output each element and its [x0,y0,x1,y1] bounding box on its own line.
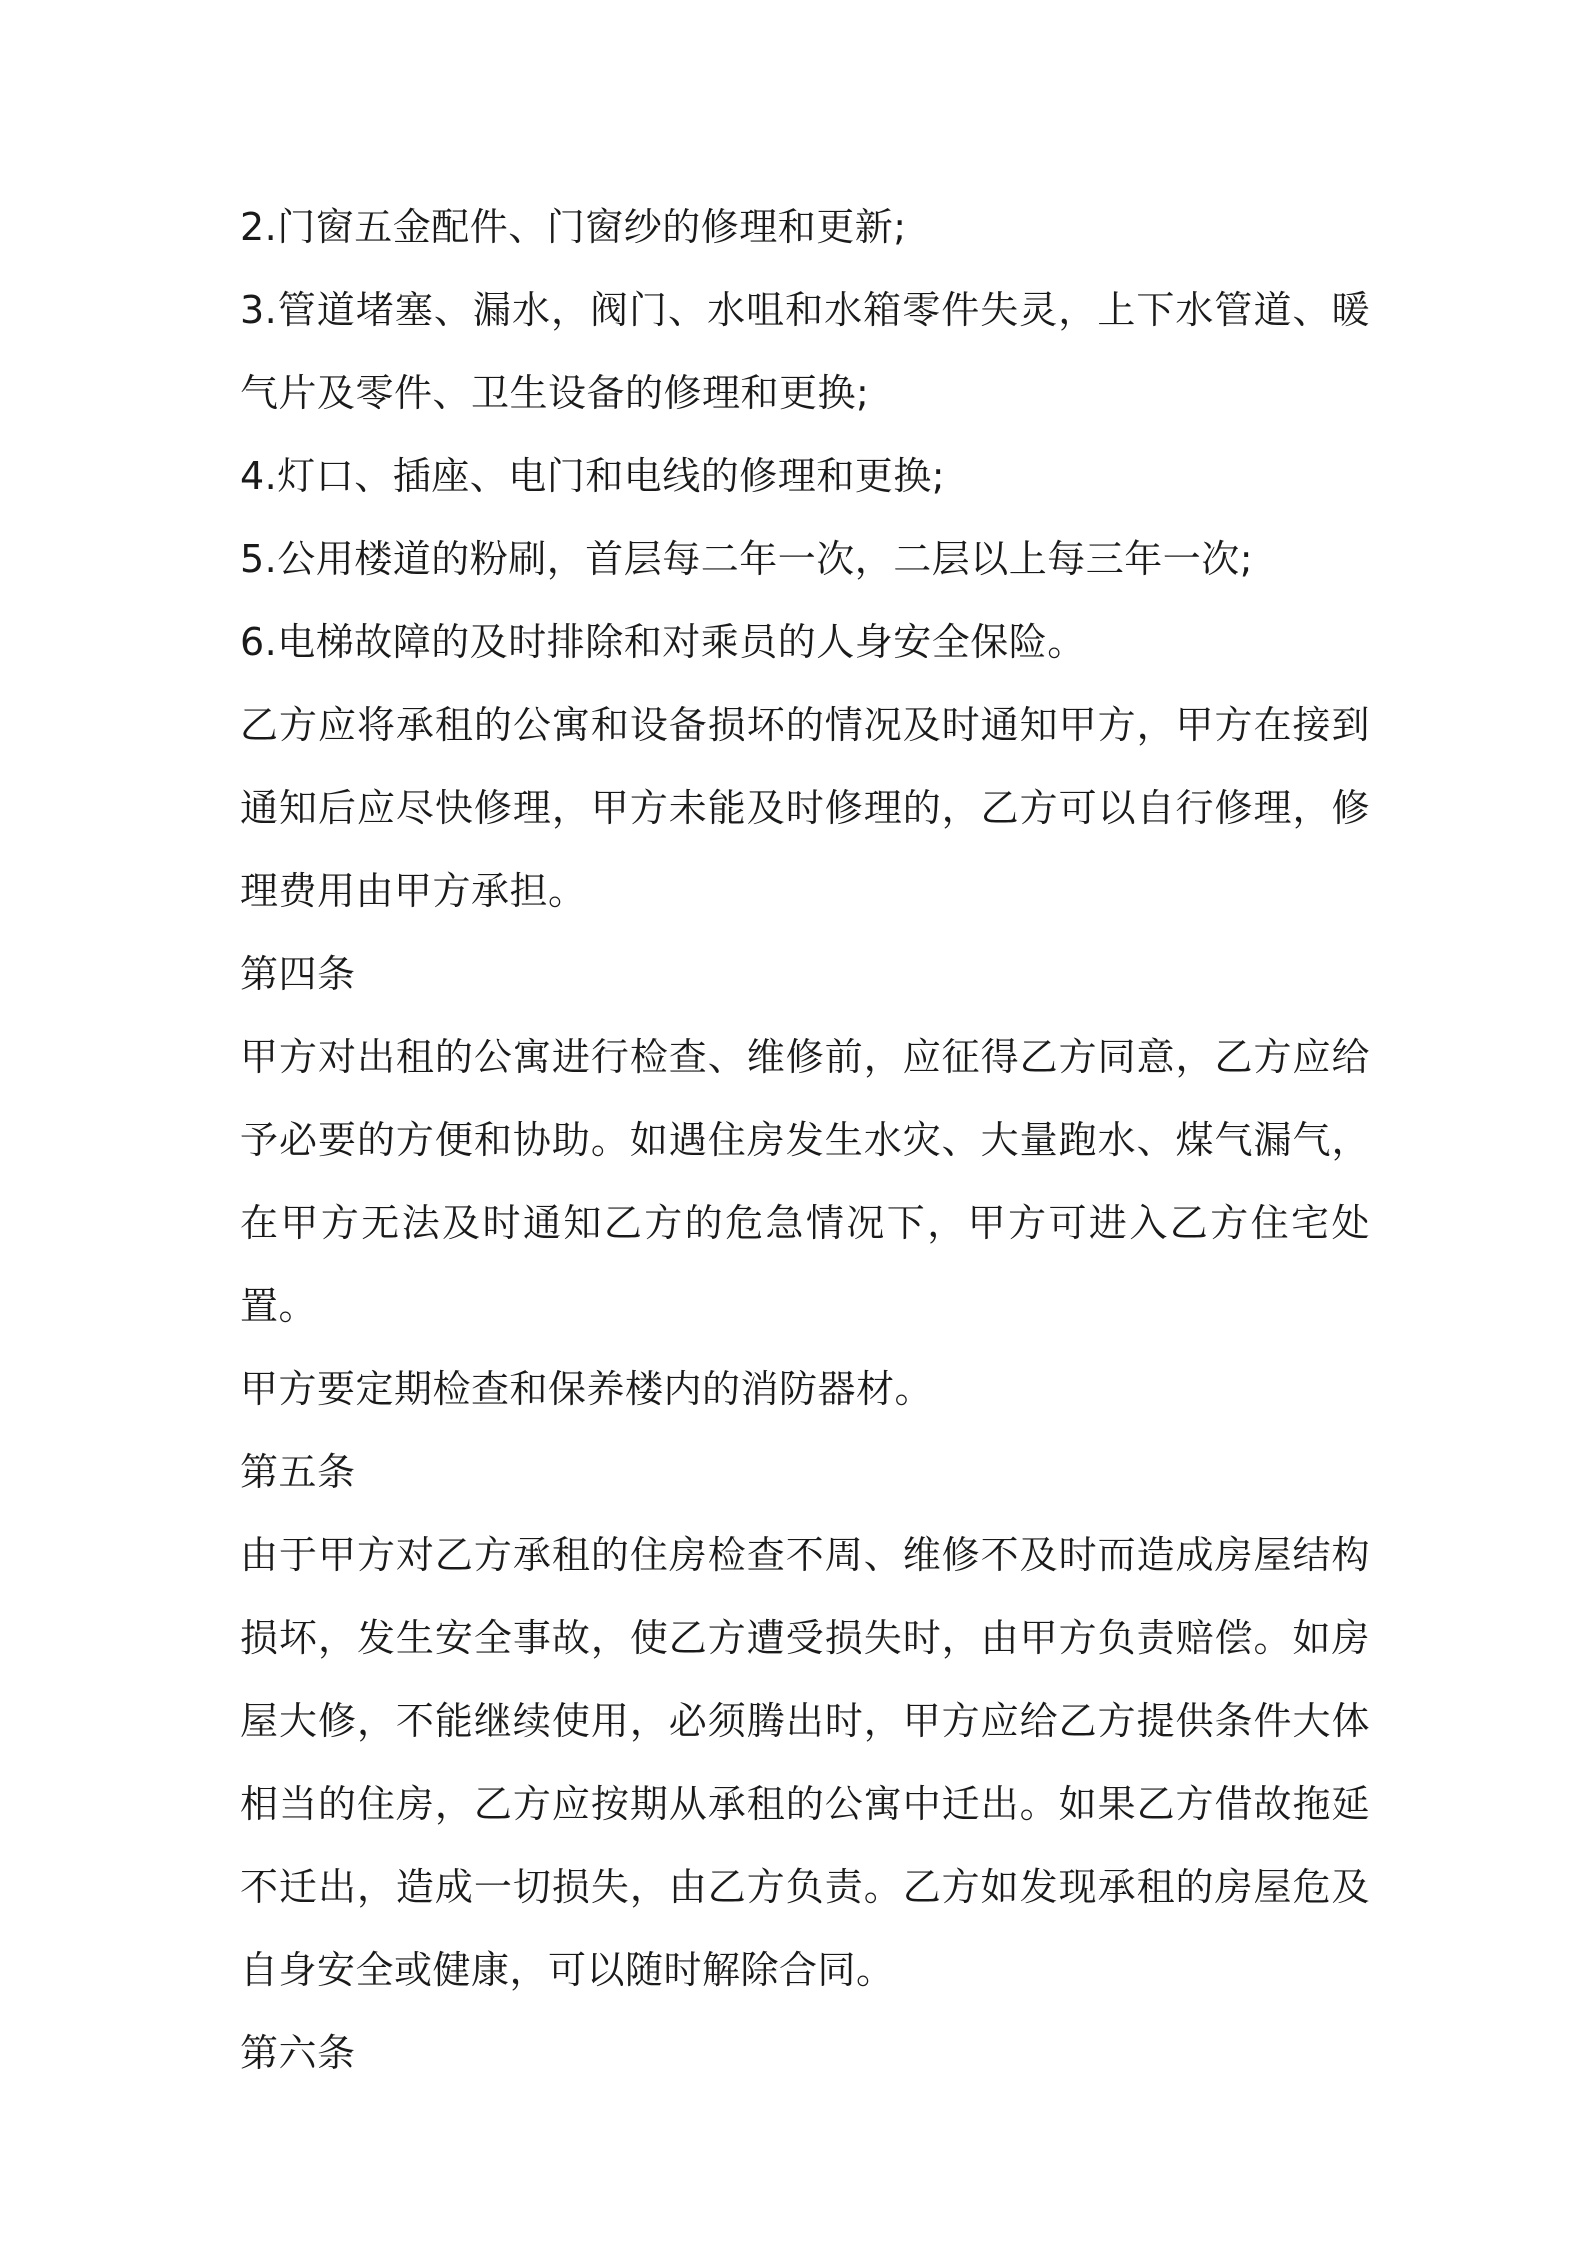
clause-item-6: 6.电梯故障的及时排除和对乘员的人身安全保险。 [240,620,1086,664]
clause-item-2: 2.门窗五金配件、门窗纱的修理和更新; [240,205,907,249]
clause-item-5: 5.公用楼道的粉刷，首层每二年一次，二层以上每三年一次; [240,537,1254,581]
clause-item-4: 4.灯口、插座、电门和电线的修理和更换; [240,454,946,498]
article-4-paragraph-2: 甲方要定期检查和保养楼内的消防器材。 [240,1367,934,1411]
article-6-heading: 第六条 [240,2031,356,2075]
document-body [240,186,1370,2095]
repair-notice-paragraph: 乙方应将承租的公寓和设备损坏的情况及时通知甲方，甲方在接到通知后应尽快修理，甲方未能及时修理的，乙方可以自行修理，修理费用由甲方承担。 [240,703,1370,913]
article-4-paragraph-1: 甲方对出租的公寓进行检查、维修前，应征得乙方同意，乙方应给予必要的方便和协助。如遇住房发生水灾、大量跑水、煤气漏气，在甲方无法及时通知乙方的危急情况下，甲方可进入乙方住宅处置。 [240,1035,1370,1328]
article-5-paragraph-1: 由于甲方对乙方承租的住房检查不周、维修不及时而造成房屋结构损坏，发生安全事故，使乙方遭受损失时，由甲方负责赔偿。如房屋大修，不能继续使用，必须腾出时，甲方应给乙方提供条件大体相当的住房，乙方应按期从承租的公寓中迁出。如果乙方借故拖延不迁出，造成一切损失，由乙方负责。乙方如发现承租的房屋危及自身安全或健康，可以随时解除合同。 [240,1533,1370,1992]
article-5-heading: 第五条 [240,1450,356,1494]
clause-item-3: 3.管道堵塞、漏水，阀门、水咀和水箱零件失灵，上下水管道、暖气片及零件、卫生设备的修理和更换; [240,288,1370,415]
article-4-heading: 第四条 [240,952,356,996]
